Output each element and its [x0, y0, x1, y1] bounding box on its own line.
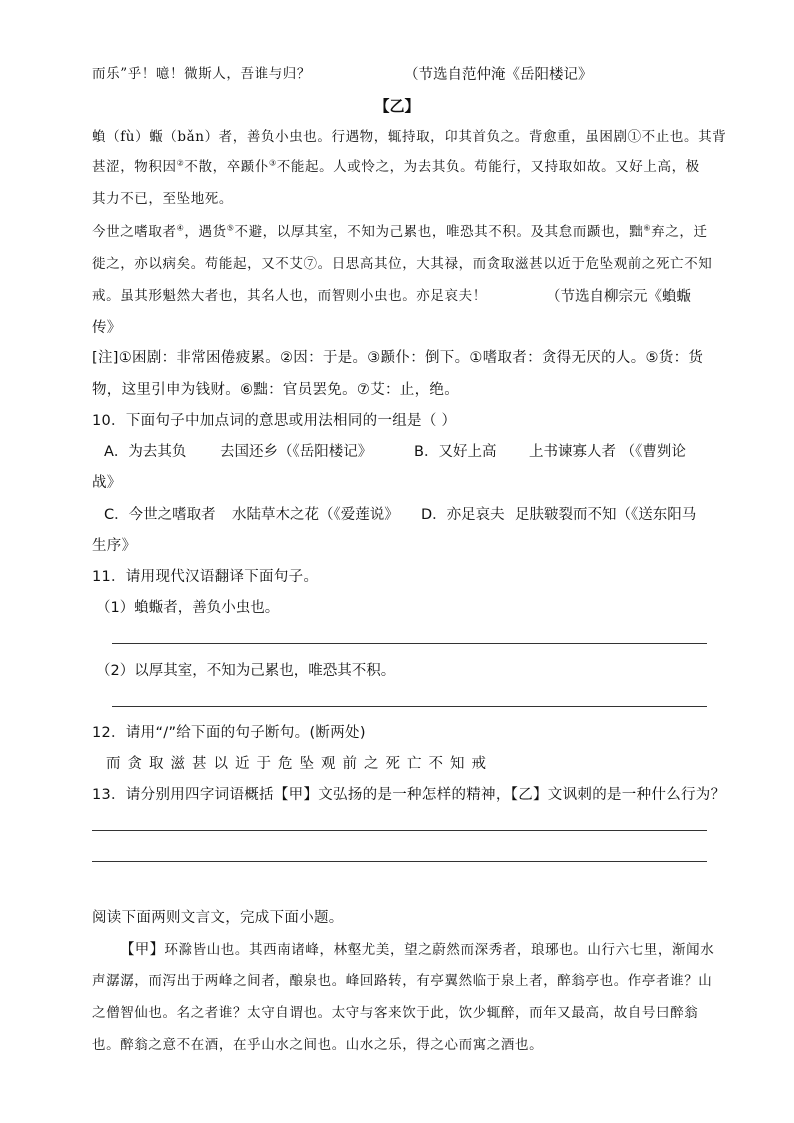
q11-answer-line-2[interactable] [112, 706, 707, 707]
jia-tail-text: 而乐”乎！噫！微斯人，吾谁与归？ [92, 66, 312, 82]
yi-line-4d: 弃之，迁 [651, 224, 708, 240]
q11-stem: 11．请用现代汉语翻译下面句子。 [92, 569, 319, 585]
note-mark-5: ⑤ [226, 223, 235, 233]
yi-line-2b: 不散，卒踬仆 [184, 159, 269, 175]
reading2-intro: 阅读下面两则文言文，完成下面小题。 [92, 910, 344, 926]
q10-option-c: C．今世之嗜取者 [104, 507, 216, 523]
jia-source: （节选自范仲淹《岳阳楼记》 [404, 67, 593, 83]
q10-option-b: B．又好上高 [414, 444, 497, 460]
q10-option-a-ref: 去国还乡（《岳阳楼记》 [220, 444, 373, 460]
notes-line-1: [注]①困剧：非常困倦疲累。②因：于是。③踬仆：倒下。①嗜取者：贪得无厌的人。⑤货：货 [92, 350, 704, 366]
yi-heading: 【乙】 [374, 97, 420, 115]
yi-line-5: 徙之，亦以病矣。苟能起，又不艾⑦。日思高其位，大其禄，而贪取滋甚以近于危坠观前之死亡不知 [92, 256, 713, 272]
note-mark-3: ③ [269, 158, 277, 168]
q13-answer-line-2[interactable] [92, 861, 707, 862]
note-mark-4: ④ [176, 223, 185, 233]
yi-line-2 [92, 158, 700, 175]
yi-line-4a: 今世之嗜取者 [92, 224, 177, 240]
notes-line-2: 物，这里引申为钱财。⑥黜：官员罢免。⑦艾：止，绝。 [92, 382, 459, 398]
note-mark-2: ② [176, 158, 185, 168]
yi-line-1: 蝜（fù）蝂（bǎn）者，善负小虫也。行遇物，辄持取，卬其首负之。背愈重，虽困剧①不止也。其背 [92, 129, 727, 145]
yi-line-4b: ，遇货 [184, 224, 227, 240]
q11-answer-line-1[interactable] [112, 643, 707, 644]
q10-option-a: A．为去其负 [104, 444, 187, 460]
q13-answer-line-1[interactable] [92, 830, 707, 831]
yi-line-6: 戒。虽其形魁然大者也，其名人也，而智则小虫也。亦足哀夫！ [92, 288, 487, 304]
yi-line-2c: 不能起。人或怜之，为去其负。苟能行，又持取如故。又好上高，极 [276, 159, 700, 175]
q10-option-d-ref: 足肤皲裂而不知（《送东阳马 [515, 507, 697, 523]
reading2-line-2: 声潺潺，而泻出于两峰之间者，酿泉也。峰回路转，有亭翼然临于泉上者，醉翁亭也。作亭者谁？山 [92, 973, 713, 989]
yi-line-2a: 甚涩，物积因 [92, 159, 177, 175]
q10-option-c-ref: 水陆草木之花（《爱莲说》 [232, 507, 399, 523]
q10-option-b-ref-cont: 战》 [92, 475, 122, 491]
q13-stem: 13．请分别用四字词语概括【甲】文弘扬的是一种怎样的精神，【乙】文讽刺的是一种什么行为？ [92, 787, 726, 803]
q11-part-1: （1）蝜蝂者，善负小虫也。 [96, 600, 280, 616]
q10-option-d: D．亦足哀夫 [421, 507, 505, 523]
q12-sentence: 而贪取滋甚以近于危坠观前之死亡不知戒 [106, 756, 493, 772]
yi-source-1: （节选自柳宗元《蝜蝂 [546, 289, 691, 305]
note-mark-6: ⑥ [643, 223, 652, 233]
yi-source-2: 传》 [92, 320, 122, 336]
q11-part-2: （2）以厚其室，不知为己累也，唯恐其不积。 [96, 663, 396, 679]
reading2-jia-label: 【甲】 [120, 942, 165, 958]
yi-line-4 [92, 223, 708, 240]
q10-stem: 10．下面句子中加点词的意思或用法相同的一组是（ ） [92, 413, 457, 429]
reading2-line-4: 也。醉翁之意不在酒，在乎山水之间也。山水之乐，得之心而寓之酒也。 [92, 1037, 544, 1053]
reading2-line-3: 之僧智仙也。名之者谁？太守自谓也。太守与客来饮于此，饮少辄醉，而年又最高，故自号曰醉翁 [92, 1005, 699, 1021]
q10-option-d-ref-cont: 生序》 [92, 538, 137, 554]
yi-line-4c: 不避，以厚其室，不知为己累也，唯恐其不积。及其怠而踬也，黜 [234, 224, 644, 240]
q12-stem: 12．请用“/”给下面的句子断句。(断两处) [92, 725, 366, 741]
q10-option-b-ref: 上书谏寡人者 （《曹刿论 [529, 444, 686, 460]
reading2-line-1 [120, 943, 714, 958]
reading2-line-1-text: 环滁皆山也。其西南诸峰，林壑尤美，望之蔚然而深秀者，琅琊也。山行六七里，渐闻水 [164, 942, 715, 958]
yi-line-3: 其力不已，至坠地死。 [92, 191, 233, 207]
